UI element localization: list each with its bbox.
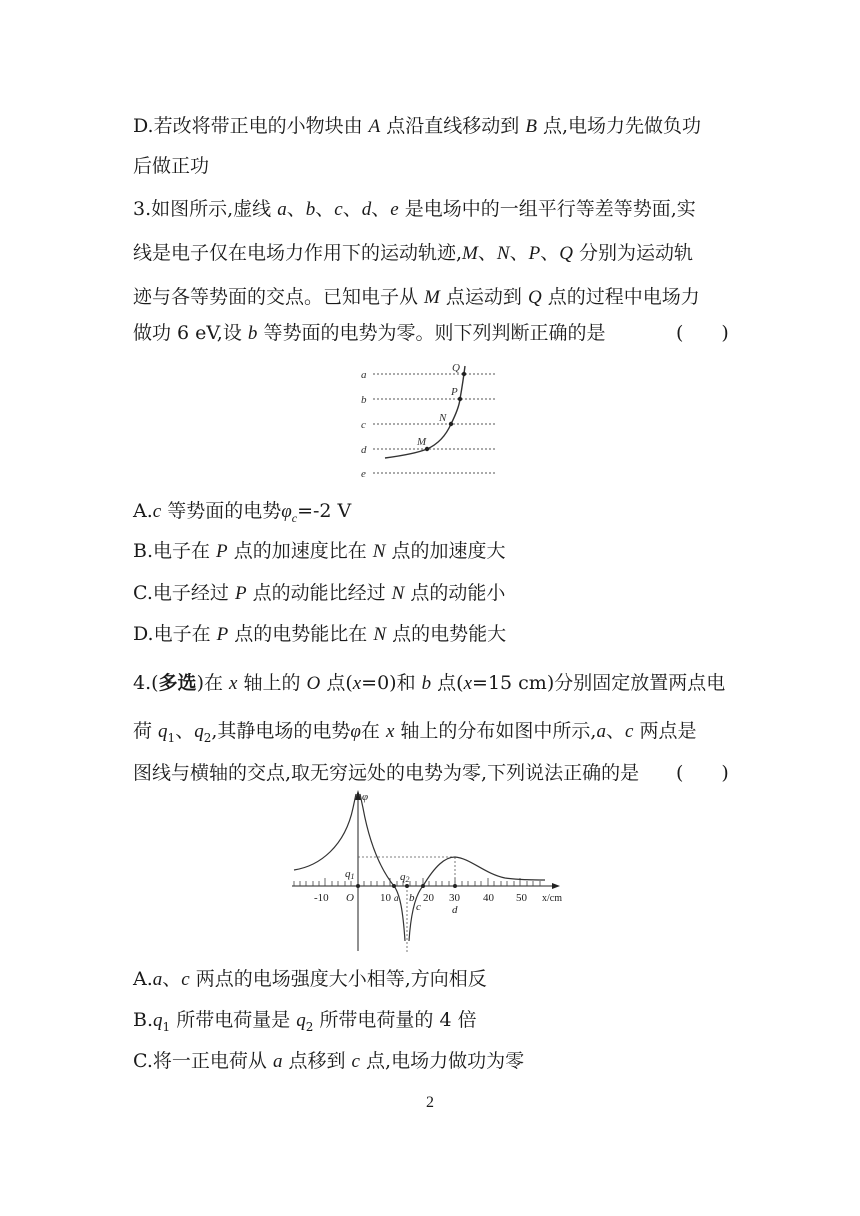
q4-stem-line1: 4.(多选)在 x 轴上的 O 点(x=0)和 b 点(x=15 cm)分别固定放置两点电: [133, 672, 726, 694]
tick-label-a: a: [394, 893, 399, 903]
q3-option-b: B.电子在 P 点的加速度比在 N 点的加速度大: [133, 540, 506, 562]
tick-label-d: d: [452, 904, 458, 916]
tick-label-minus10: -10: [314, 892, 329, 904]
tick-label-30: 30: [449, 892, 460, 904]
q3-stem-line1: 3.如图所示,虚线 a、b、c、d、e 是电场中的一组平行等差等势面,实: [133, 198, 696, 220]
tick-label-c: c: [416, 901, 421, 913]
q4-answer-paren: ( ): [676, 762, 729, 784]
label-p: P: [451, 386, 458, 398]
q4-option-b: $B.q_1$ 所带电荷量是 $q_2$ 所带电荷量的 4 倍: [133, 1009, 477, 1034]
q3-stem-line4: 做功 6 eV,设 b 等势面的电势为零。则下列判断正确的是: [133, 322, 606, 344]
point-d: [453, 884, 457, 888]
q4-option-c: C.将一正电荷从 a 点移到 c 点,电场力做功为零: [133, 1050, 525, 1072]
tick-label-40: 40: [483, 892, 494, 904]
q3-equipotential-figure: [355, 360, 505, 480]
label-e: e: [361, 468, 366, 480]
tick-label-10: 10: [380, 892, 391, 904]
q3-option-c: C.电子经过 P 点的动能比经过 N 点的动能小: [133, 582, 506, 604]
point-q2: [405, 884, 409, 888]
label-q: Q: [452, 362, 460, 374]
potential-curve-left: [294, 794, 356, 870]
q4-stem-line3: 图线与横轴的交点,取无穷远处的电势为零,下列说法正确的是: [133, 762, 640, 784]
charge-label-q2: q2: [400, 871, 410, 884]
q4-stem-line2: 荷 $q_1$、$q_2$,其静电场的电势φ在 x 轴上的分布如图中所示,a、c 两点是: [133, 720, 697, 745]
q4-option-a: A.a、c 两点的电场强度大小相等,方向相反: [133, 968, 487, 990]
tick-label-b: b: [409, 892, 415, 904]
q4-potential-graph: [290, 786, 580, 956]
tick-label-20: 20: [423, 892, 434, 904]
point-n: [449, 422, 453, 426]
label-m: M: [417, 436, 427, 448]
q3-answer-paren: ( ): [676, 322, 729, 344]
label-a: a: [361, 369, 367, 381]
label-c: c: [361, 419, 366, 431]
q3-stem-line2: 线是电子仅在电场力作用下的运动轨迹,M、N、P、Q 分别为运动轨: [133, 242, 693, 264]
x-axis-label: x/cm: [542, 893, 562, 904]
q2-option-d-line2: 后做正功: [133, 155, 210, 177]
x-axis-arrow: [552, 883, 560, 889]
tick-label-50: 50: [516, 892, 527, 904]
q3-stem-line3: 迹与各等势面的交点。已知电子从 M 点运动到 Q 点的过程中电场力: [133, 286, 700, 308]
page-number: 2: [426, 1094, 434, 1111]
potential-curve-middle: [360, 794, 405, 941]
label-n: N: [439, 412, 447, 424]
q3-option-a: A.c 等势面的电势$\varphi_c=-2$ V: [133, 500, 352, 525]
label-b: b: [361, 394, 367, 406]
label-d: d: [361, 444, 367, 456]
point-a: [392, 884, 396, 888]
point-p: [458, 397, 462, 401]
point-q1: [356, 884, 360, 888]
point-c: [421, 884, 425, 888]
y-axis-label: φ: [362, 791, 369, 803]
x-axis-ticks: [294, 878, 540, 886]
q3-option-d: D.电子在 P 点的电势能比在 N 点的电势能大: [133, 623, 507, 645]
tick-label-origin: O: [346, 892, 354, 904]
charge-label-q1: q1: [345, 868, 355, 881]
point-q: [462, 372, 466, 376]
q2-option-d-line1: D.若改将带正电的小物块由 A 点沿直线移动到 B 点,电场力先做负功: [133, 115, 702, 137]
